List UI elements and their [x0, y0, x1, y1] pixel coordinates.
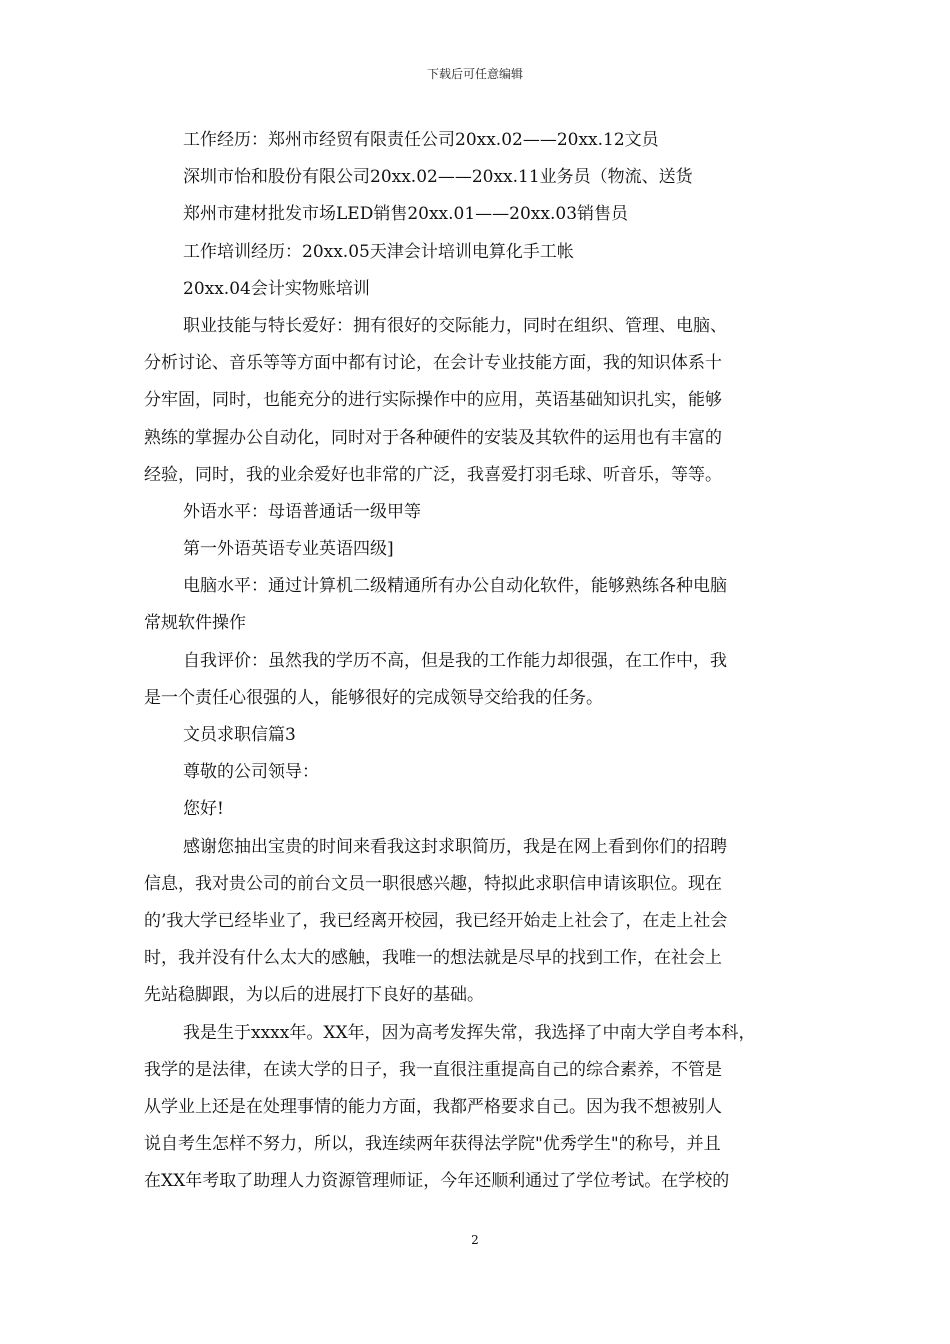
- text-line: 深圳市怡和股份有限公司20xx.02——20xx.11业务员（物流、送货: [183, 167, 693, 188]
- document-body: [144, 122, 809, 1200]
- text-line: 20xx.04会计实物账培训: [183, 278, 370, 299]
- text-line: 是一个责任心很强的人，能够很好的完成领导交给我的任务。: [144, 687, 603, 708]
- text-line: 工作培训经历：20xx.05天津会计培训电算化手工帐: [183, 241, 574, 262]
- text-line: 尊敬的公司领导：: [183, 762, 319, 783]
- text-line: 我学的是法律，在读大学的日子，我一直很注重提高自己的综合素养，不管是: [144, 1059, 722, 1080]
- text-line: 分析讨论、音乐等等方面中都有讨论，在会计专业技能方面，我的知识体系十: [144, 353, 722, 374]
- text-line: 在XX年考取了助理人力资源管理师证，今年还顺利通过了学位考试。在学校的: [144, 1171, 730, 1192]
- text-line: 先站稳脚跟，为以后的进展打下良好的基础。: [144, 985, 484, 1006]
- text-line: 工作经历：郑州市经贸有限责任公司20xx.02——20xx.12文员: [183, 130, 659, 150]
- text-line: 熟练的掌握办公自动化，同时对于各种硬件的安装及其软件的运用也有丰富的: [144, 427, 722, 448]
- page-number: 2: [471, 1233, 479, 1247]
- text-line: 我是生于xxxx年。XX年，因为高考发挥失常，我选择了中南大学自考本科，: [183, 1022, 756, 1043]
- text-line: 时，我并没有什么太大的感触，我唯一的想法就是尽早的找到工作，在社会上: [144, 948, 722, 969]
- text-line: 自我评价：虽然我的学历不高，但是我的工作能力却很强，在工作中，我: [183, 650, 727, 671]
- text-line: 文员求职信篇3: [183, 725, 296, 745]
- text-line: 的’我大学已经毕业了，我已经离开校园，我已经开始走上社会了，在走上社会: [144, 910, 728, 931]
- text-line: 感谢您抽出宝贵的时间来看我这封求职简历，我是在网上看到你们的招聘: [183, 836, 727, 857]
- text-line: 您好!: [183, 799, 224, 820]
- text-line: 外语水平：母语普通话一级甲等: [183, 501, 421, 522]
- text-line: 郑州市建材批发市场LED销售20xx.01——20xx.03销售员: [183, 204, 629, 225]
- text-line: 电脑水平：通过计算机二级精通所有办公自动化软件，能够熟练各种电脑: [183, 576, 727, 597]
- text-line: 分牢固，同时，也能充分的进行实际操作中的应用，英语基础知识扎实，能够: [144, 390, 722, 411]
- text-line: 信息，我对贵公司的前台文员一职很感兴趣，特拟此求职信申请该职位。现在: [144, 873, 722, 894]
- text-line: 常规软件操作: [144, 613, 246, 634]
- text-line: 说自考生怎样不努力，所以，我连续两年获得法学院"优秀学生"的称号，并且: [144, 1134, 721, 1155]
- page-header: 下载后可任意编辑: [426, 67, 523, 81]
- text-line: 职业技能与特长爱好：拥有很好的交际能力，同时在组织、管理、电脑、: [183, 315, 727, 336]
- text-line: 经验，同时，我的业余爱好也非常的广泛，我喜爱打羽毛球、听音乐，等等。: [144, 464, 722, 485]
- text-line: 从学业上还是在处理事情的能力方面，我都严格要求自己。因为我不想被别人: [144, 1096, 722, 1117]
- text-line: 第一外语英语专业英语四级]: [183, 539, 394, 560]
